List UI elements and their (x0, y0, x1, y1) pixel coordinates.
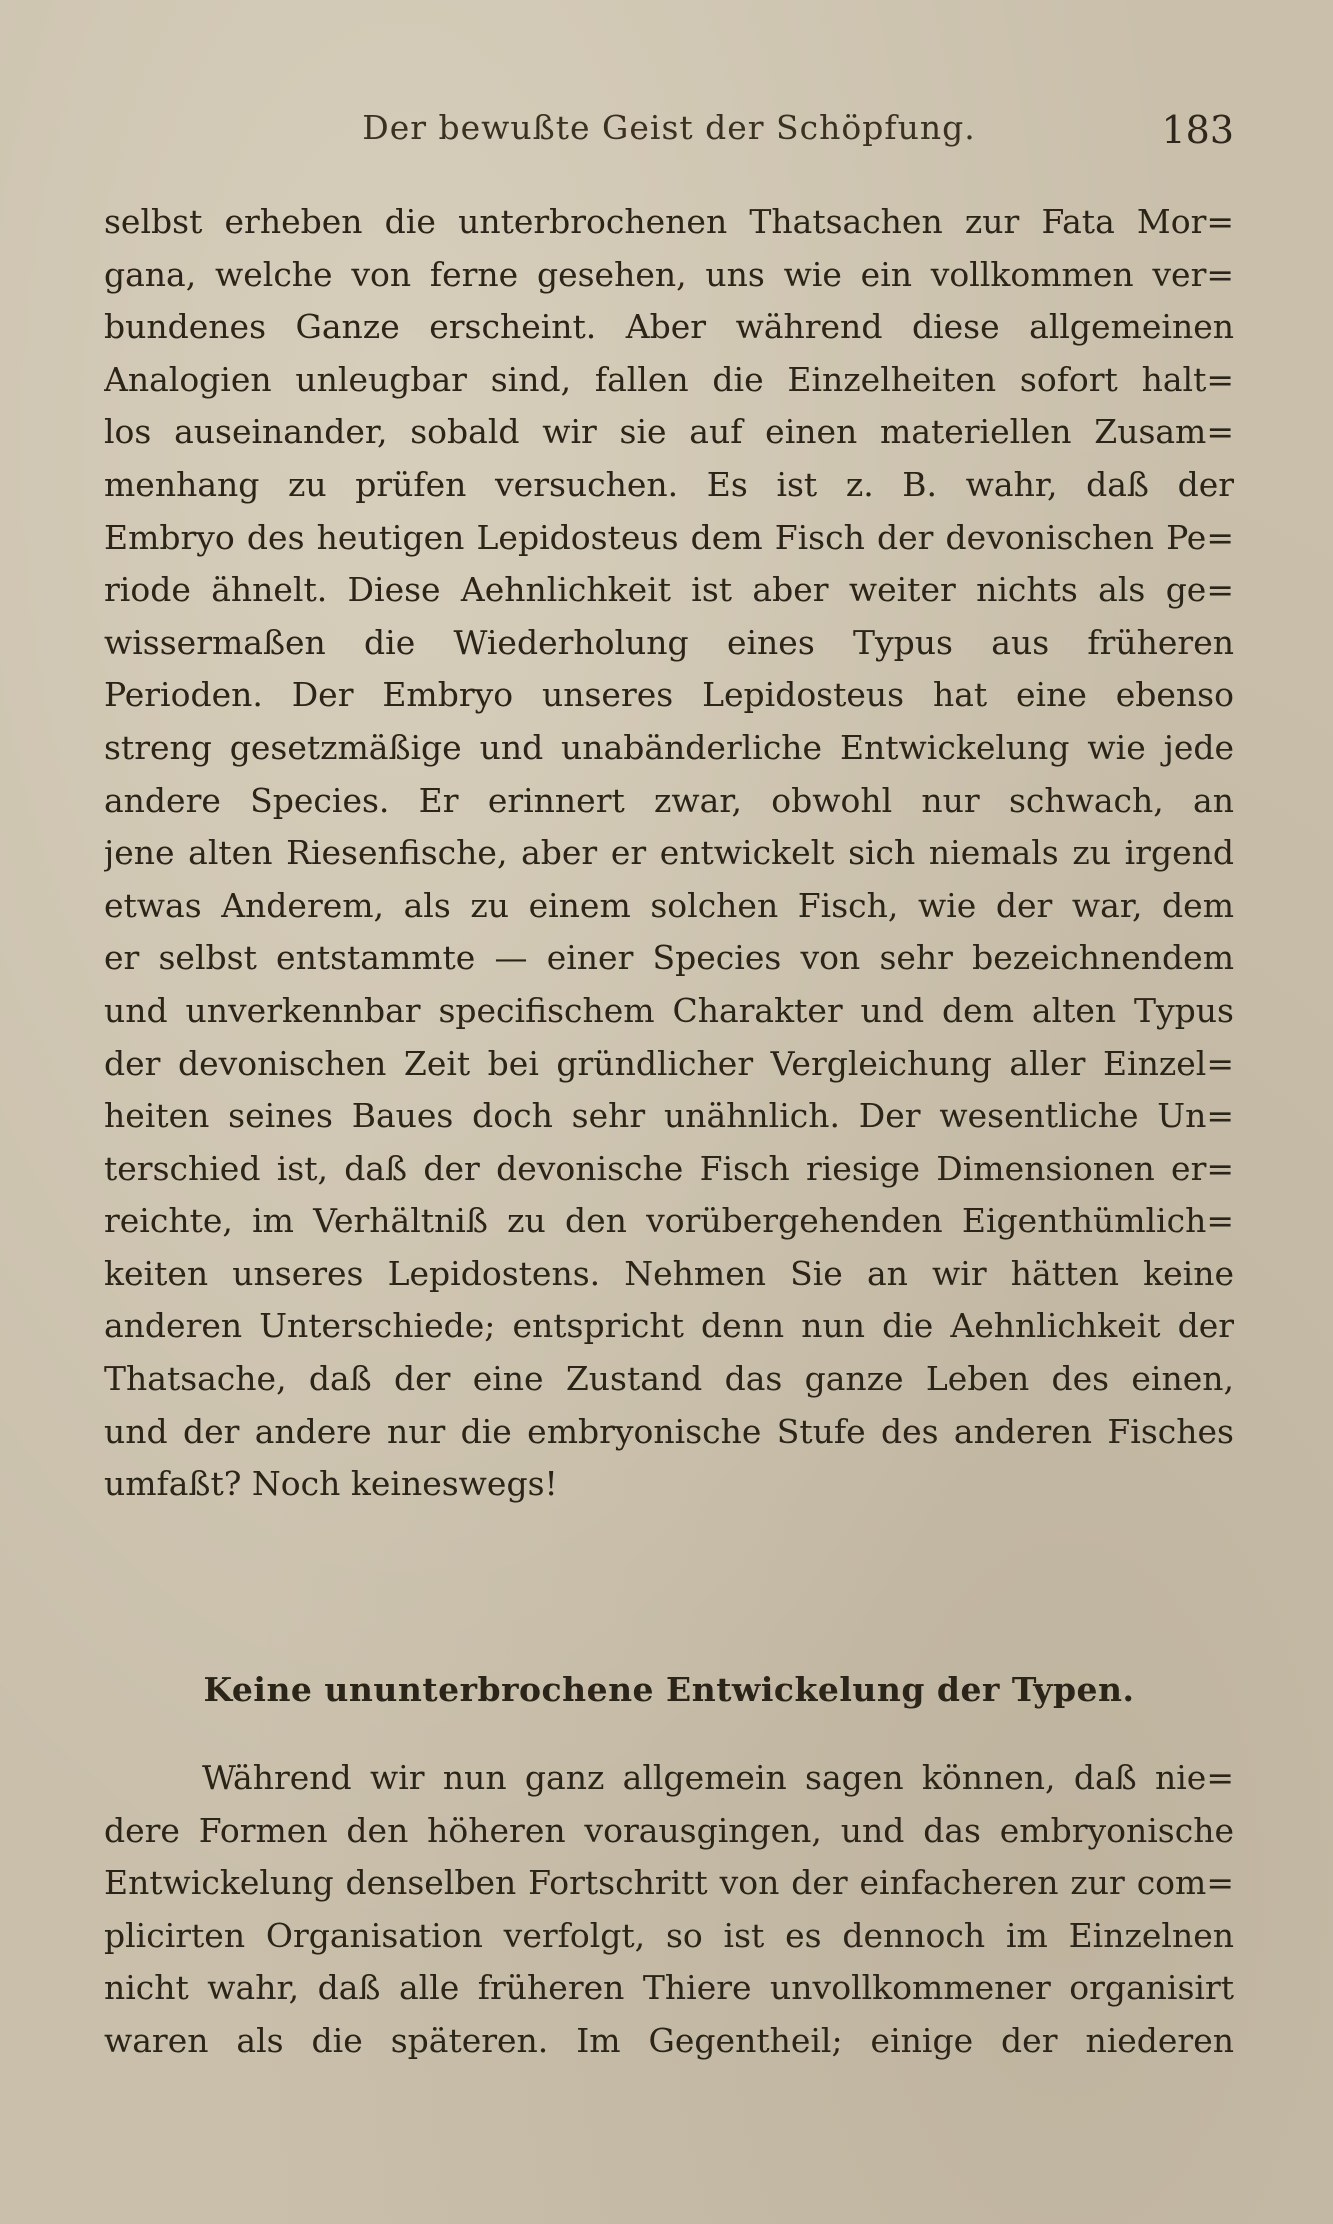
text-line: gana, welche von ferne gesehen, uns wie ein vollkommen ver= (104, 254, 1234, 294)
text-line: jene alten Riesenfische, aber er entwickelt sich niemals zu irgend (104, 833, 1234, 873)
text-line: heiten seines Baues doch sehr unähnlich. Der wesentliche Un= (104, 1096, 1234, 1136)
text-line: anderen Unterschiede; entspricht denn nun die Aehnlichkeit der (104, 1306, 1234, 1346)
text-line: der devonischen Zeit bei gründlicher Vergleichung aller Einzel= (104, 1043, 1234, 1083)
running-title: Der bewußte Geist der Schöpfung. (362, 108, 976, 147)
text-line: los auseinander, sobald wir sie auf einen materiellen Zusam= (104, 412, 1234, 452)
running-head (104, 108, 1234, 158)
text-line: selbst erheben die unterbrochenen Thatsachen zur Fata Mor= (104, 202, 1234, 241)
text-line: reichte, im Verhältniß zu den vorübergehenden Eigenthümlich= (104, 1201, 1234, 1241)
text-line: plicirten Organisation verfolgt, so ist es dennoch im Einzelnen (104, 1915, 1234, 1955)
text-line: riode ähnelt. Diese Aehnlichkeit ist aber weiter nichts als ge= (104, 570, 1234, 610)
text-line: Analogien unleugbar sind, fallen die Einzelheiten sofort halt= (104, 359, 1234, 399)
text-line: keiten unseres Lepidostens. Nehmen Sie an wir hätten keine (104, 1253, 1234, 1293)
text-line: er selbst entstammte — einer Species von sehr bezeichnendem (104, 938, 1234, 978)
text-line: Während wir nun ganz allgemein sagen können, daß nie= (202, 1758, 1234, 1797)
text-line: umfaßt? Noch keineswegs! (104, 1464, 558, 1504)
text-line: streng gesetzmäßige und unabänderliche Entwickelung wie jede (104, 727, 1234, 767)
text-line: und unverkennbar specifischem Charakter und dem alten Typus (104, 990, 1234, 1030)
text-line: Thatsache, daß der eine Zustand das ganze Leben des einen, (104, 1359, 1234, 1399)
page-number: 183 (1161, 108, 1234, 152)
text-line: etwas Anderem, als zu einem solchen Fisch, wie der war, dem (104, 885, 1234, 925)
text-line: menhang zu prüfen versuchen. Es ist z. B. wahr, daß der (104, 464, 1234, 504)
paragraph-2 (104, 1752, 1234, 2068)
section-heading: Keine ununterbrochene Entwickelung der Typen. (203, 1670, 1135, 1709)
text-line: Embryo des heutigen Lepidosteus dem Fisch der devonischen Pe= (104, 517, 1234, 557)
text-line: terschied ist, daß der devonische Fisch riesige Dimensionen er= (104, 1148, 1234, 1188)
text-line: und der andere nur die embryonische Stufe des anderen Fisches (104, 1411, 1234, 1451)
text-line: Entwickelung denselben Fortschritt von der einfacheren zur com= (104, 1863, 1234, 1903)
text-line: nicht wahr, daß alle früheren Thiere unvollkommener organisirt (104, 1968, 1234, 2008)
text-line: bundenes Ganze erscheint. Aber während diese allgemeinen (104, 307, 1234, 347)
text-line: wissermaßen die Wiederholung eines Typus aus früheren (104, 622, 1234, 662)
text-line: dere Formen den höheren vorausgingen, und das embryonische (104, 1810, 1234, 1850)
text-line: Perioden. Der Embryo unseres Lepidosteus hat eine ebenso (104, 675, 1234, 715)
text-line: andere Species. Er erinnert zwar, obwohl nur schwach, an (104, 780, 1234, 820)
paragraph-1 (104, 196, 1234, 1511)
text-line: waren als die späteren. Im Gegentheil; einige der niederen (104, 2020, 1234, 2060)
